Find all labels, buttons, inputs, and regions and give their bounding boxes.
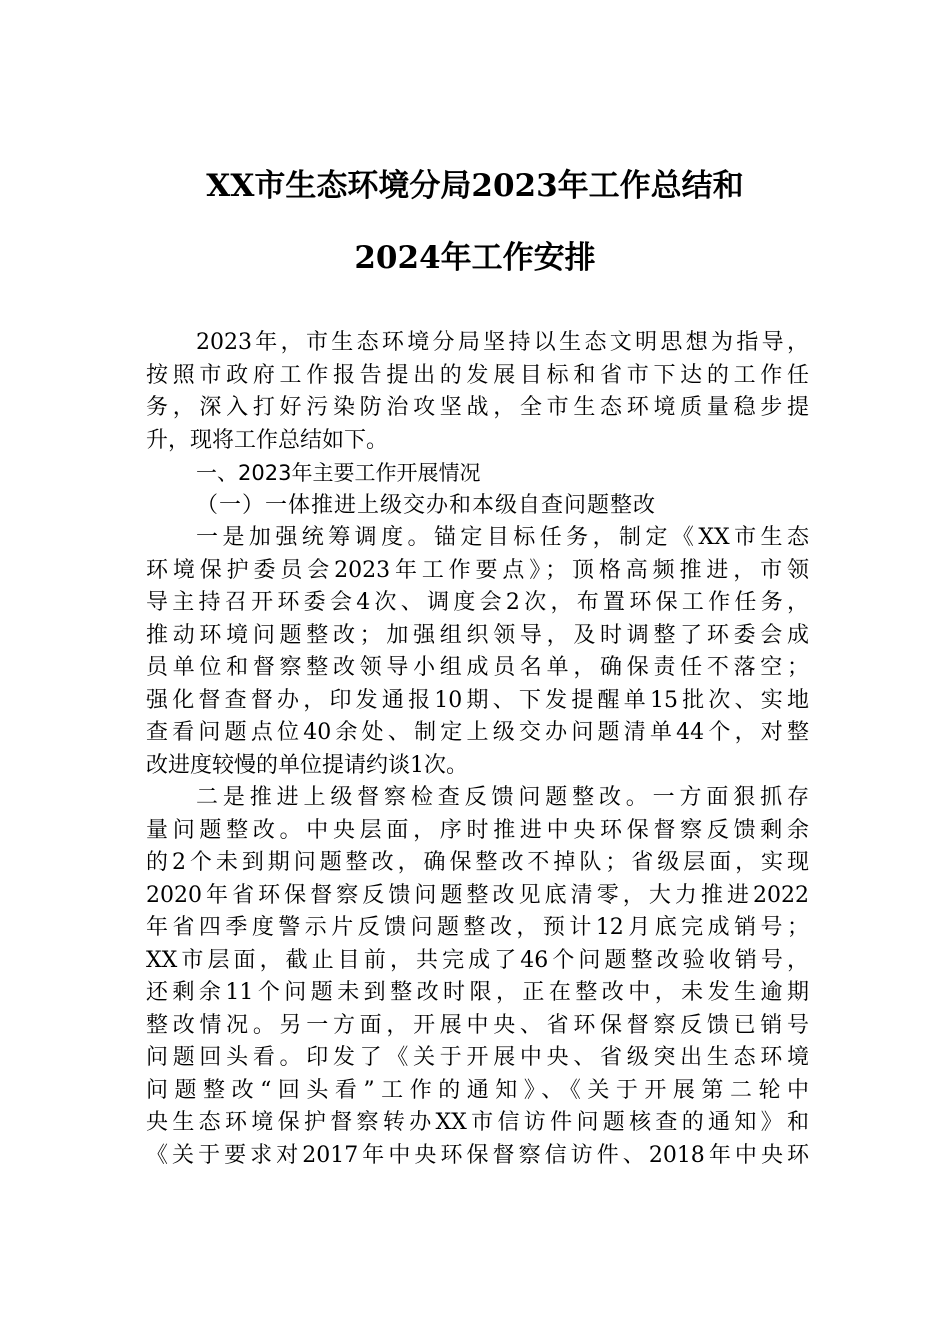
paragraph-2-line: 《关于要求对2017年中央环保督察信访件、2018年中央环 <box>146 1142 809 1168</box>
paragraph-2-line: 量问题整改。中央层面，序时推进中央环保督察反馈剩余 <box>146 817 809 843</box>
paragraph-2-line: XX市层面，截止目前，共完成了46个问题整改验收销号， <box>146 947 809 973</box>
paragraph-1-line: 查看问题点位40余处、制定上级交办问题清单44个，对整 <box>146 720 809 745</box>
document-title-line-2: 2024年工作安排 <box>354 240 596 276</box>
subsection-heading-1: （一）一体推进上级交办和本级自查问题整改 <box>196 492 657 518</box>
paragraph-1-line: 强化督查督办，印发通报10期、下发提醒单15批次、实地 <box>146 687 809 713</box>
paragraph-2-line: 2020年省环保督察反馈问题整改见底清零，大力推进2022 <box>146 882 809 908</box>
paragraph-1-line: 一是加强统筹调度。锚定目标任务，制定《XX市生态 <box>196 525 809 550</box>
paragraph-1-line: 推动环境问题整改；加强组织领导，及时调整了环委会成 <box>146 622 809 648</box>
paragraph-2-line: 的2个未到期问题整改，确保整改不掉队；省级层面，实现 <box>146 850 809 875</box>
paragraph-1-line: 导主持召开环委会4次、调度会2次，布置环保工作任务， <box>146 590 809 615</box>
paragraph-2-line: 整改情况。另一方面，开展中央、省环保督察反馈已销号 <box>146 1012 809 1038</box>
paragraph-2-line: 年省四季度警示片反馈问题整改，预计12月底完成销号； <box>146 915 809 940</box>
intro-line: 务，深入打好污染防治攻坚战，全市生态环境质量稳步提 <box>146 395 809 420</box>
paragraph-1-line: 环境保护委员会2023年工作要点》；顶格高频推进，市领 <box>146 557 809 583</box>
paragraph-1-line: 改进度较慢的单位提请约谈1次。 <box>146 752 468 778</box>
paragraph-2-line: 问题整改“回头看”工作的通知》、《关于开展第二轮中 <box>146 1077 809 1103</box>
intro-line: 升，现将工作总结如下。 <box>146 427 389 453</box>
paragraph-2-line: 二是推进上级督察检查反馈问题整改。一方面狠抓存 <box>196 785 809 810</box>
intro-line: 2023年，市生态环境分局坚持以生态文明思想为指导， <box>196 330 809 355</box>
paragraph-2-line: 还剩余11个问题未到整改时限，正在整改中，未发生逾期 <box>146 980 809 1005</box>
section-heading-1: 一、2023年主要工作开展情况 <box>196 461 481 485</box>
paragraph-1-line: 员单位和督察整改领导小组成员名单，确保责任不落空； <box>146 655 809 680</box>
paragraph-2-line: 问题回头看。印发了《关于开展中央、省级突出生态环境 <box>146 1045 809 1070</box>
document-title-line-1: XX市生态环境分局2023年工作总结和 <box>206 168 744 204</box>
paragraph-2-line: 央生态环境保护督察转办XX市信访件问题核查的通知》和 <box>146 1110 809 1135</box>
intro-line: 按照市政府工作报告提出的发展目标和省市下达的工作任 <box>146 362 809 388</box>
document-body <box>146 327 809 1172</box>
